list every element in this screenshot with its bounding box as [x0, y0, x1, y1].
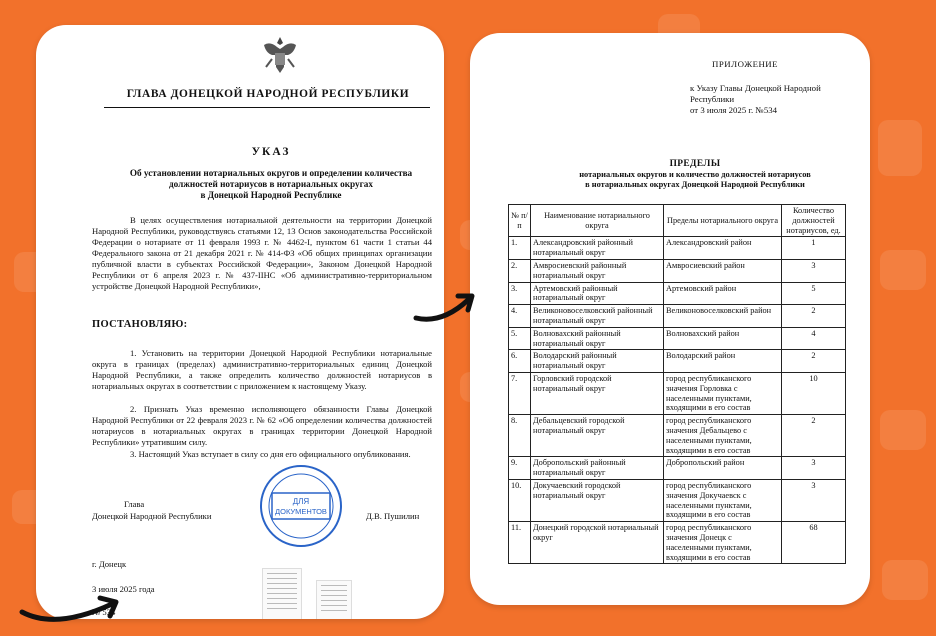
row-number: 5.: [509, 327, 531, 350]
table-row: [509, 327, 846, 350]
row-number: 3.: [509, 282, 531, 305]
page-thumbnail: [316, 580, 352, 619]
district-limits: Великоновоселковский район: [664, 305, 782, 328]
row-number: 7.: [509, 372, 531, 414]
district-limits: Александровский район: [664, 237, 782, 260]
appendix-reference-line: Республики: [690, 94, 735, 104]
appendix-title-line: в нотариальных округах Донецкой Народной Республики: [585, 180, 805, 189]
district-limits: город республиканского значения Донецк с населенными пунктами, входящими в его состав: [664, 522, 782, 564]
watermark-tile: [882, 560, 928, 600]
notary-count: 2: [782, 415, 846, 457]
official-stamp: [258, 463, 344, 549]
district-name: Докучаевский городской нотариальный округ: [531, 479, 664, 521]
district-limits: Володарский район: [664, 350, 782, 373]
district-limits: Амвросиевский район: [664, 259, 782, 282]
district-name: Великоновоселковский районный нотариальный округ: [531, 305, 664, 328]
watermark-tile: [880, 410, 926, 450]
appendix-reference: [690, 83, 870, 116]
district-limits: Добропольский район: [664, 457, 782, 480]
decree-header: ГЛАВА ДОНЕЦКОЙ НАРОДНОЙ РЕСПУБЛИКИ: [126, 88, 410, 100]
decree-resolves: ПОСТАНОВЛЯЮ:: [92, 319, 188, 330]
notary-count: 2: [782, 305, 846, 328]
notary-count: 4: [782, 327, 846, 350]
table-row: [509, 350, 846, 373]
notary-count: 5: [782, 282, 846, 305]
column-header-number: № п/п: [509, 205, 531, 237]
district-limits: город республиканского значения Докучаевск с населенными пунктами, входящими в его состав: [664, 479, 782, 521]
table-header-row: [509, 205, 846, 237]
row-number: 4.: [509, 305, 531, 328]
appendix-page: [470, 33, 870, 605]
decree-title-line: должностей нотариусов в нотариальных округах: [168, 179, 373, 189]
column-header-limits: Пределы нотариального округа: [664, 205, 782, 237]
row-number: 9.: [509, 457, 531, 480]
notary-count: 1: [782, 237, 846, 260]
signatory-title: Глава: [124, 499, 145, 509]
decree-title-line: в Донецкой Народной Республике: [200, 190, 342, 200]
decree-preamble: В целях осуществления нотариальной деятельности на территории Донецкой Народной Республики, руководствуясь статьями 12, 13 Основ законодательства Российской Федерации о нотариате от 11 февраля 1993 г. № 4462-I, пунктом 61 части 1 статьи 44 Федерального закона от 21 декабря 2021 г. № 414-ФЗ «Об общих принципах организации публичной власти в субъектах Российской Федерации», Законом Донецкой Народной Республики от 6 апреля 2023 г. № 437-IIНС «Об административно-территориальном устройстве Донецкой Народной Республики»,: [92, 215, 432, 291]
notary-count: 10: [782, 372, 846, 414]
decree-item-1: 1. Установить на территории Донецкой Народной Республики нотариальные округа в границах (пределах) административно-территориальных единиц Донецкой Народной Республики, а также определить количество должностей нотариусов в нотариальных округах в соответствии с приложением к настоящему Указу.: [92, 348, 432, 391]
decree-number: № 534: [92, 607, 116, 617]
notary-count: 3: [782, 457, 846, 480]
row-number: 2.: [509, 259, 531, 282]
signatory-name: Д.В. Пушилин: [366, 511, 420, 521]
table-row: [509, 372, 846, 414]
signatory-title-2: Донецкой Народной Республики: [92, 511, 212, 521]
district-name: Горловский городской нотариальный округ: [531, 372, 664, 414]
watermark-tile: [880, 250, 926, 290]
district-limits: город республиканского значения Дебальцево с населенными пунктами, входящими в его состав: [664, 415, 782, 457]
row-number: 6.: [509, 350, 531, 373]
decree-city: г. Донецк: [92, 559, 127, 569]
page-thumbnail: [262, 568, 302, 619]
notary-count: 2: [782, 350, 846, 373]
svg-text:ДЛЯ: ДЛЯ: [292, 497, 310, 506]
appendix-title-main: ПРЕДЕЛЫ: [669, 159, 721, 169]
table-row: [509, 479, 846, 521]
column-header-count: Количество должностей нотариусов, ед.: [782, 205, 846, 237]
district-name: Артемовский районный нотариальный округ: [531, 282, 664, 305]
district-name: Дебальцевский городской нотариальный округ: [531, 415, 664, 457]
appendix-reference-line: к Указу Главы Донецкой Народной: [690, 83, 821, 93]
row-number: 10.: [509, 479, 531, 521]
header-rule: [104, 107, 430, 108]
district-name: Володарский районный нотариальный округ: [531, 350, 664, 373]
district-name: Волновахский районный нотариальный округ: [531, 327, 664, 350]
decree-title: [106, 168, 436, 201]
decree-type: УКАЗ: [251, 146, 291, 158]
table-row: [509, 415, 846, 457]
row-number: 8.: [509, 415, 531, 457]
coat-of-arms-icon: [258, 33, 302, 77]
decree-date: 3 июля 2025 года: [92, 584, 155, 594]
column-header-name: Наименование нотариального округа: [531, 205, 664, 237]
district-name: Донецкий городской нотариальный округ: [531, 522, 664, 564]
arrow-icon: [16, 590, 126, 632]
appendix-title-line: нотариальных округов и количество должностей нотариусов: [579, 169, 811, 179]
appendix-label: ПРИЛОЖЕНИЕ: [712, 59, 779, 69]
notary-districts-table: [508, 204, 846, 564]
decree-page: [36, 25, 444, 619]
district-limits: Волновахский район: [664, 327, 782, 350]
arrow-icon: [412, 288, 478, 328]
district-name: Добропольский районный нотариальный округ: [531, 457, 664, 480]
decree-title-line: Об установлении нотариальных округов и определении количества: [129, 168, 413, 178]
decree-item-3: 3. Настоящий Указ вступает в силу со дня его официального опубликования.: [130, 449, 411, 459]
row-number: 11.: [509, 522, 531, 564]
district-limits: Артемовский район: [664, 282, 782, 305]
district-name: Александровский районный нотариальный округ: [531, 237, 664, 260]
notary-count: 3: [782, 479, 846, 521]
table-row: [509, 457, 846, 480]
table-row: [509, 237, 846, 260]
appendix-title: [540, 159, 850, 191]
table-row: [509, 522, 846, 564]
watermark-tile: [878, 120, 922, 176]
svg-text:ДОКУМЕНТОВ: ДОКУМЕНТОВ: [275, 507, 327, 516]
table-row: [509, 305, 846, 328]
notary-count: 68: [782, 522, 846, 564]
table-row: [509, 282, 846, 305]
row-number: 1.: [509, 237, 531, 260]
table-row: [509, 259, 846, 282]
decree-item-2: 2. Признать Указ временно исполняющего обязанности Главы Донецкой Народной Республики от 22 февраля 2023 г. № 62 «Об определении количества должностей нотариусов в нотариальных округах в границах территории Донецкой Народной Республики» утратившим силу.: [92, 404, 432, 447]
notary-count: 3: [782, 259, 846, 282]
district-limits: город республиканского значения Горловка с населенными пунктами, входящими в его состав: [664, 372, 782, 414]
district-name: Амвросиевский районный нотариальный округ: [531, 259, 664, 282]
appendix-reference-line: от 3 июля 2025 г. №534: [690, 105, 778, 115]
